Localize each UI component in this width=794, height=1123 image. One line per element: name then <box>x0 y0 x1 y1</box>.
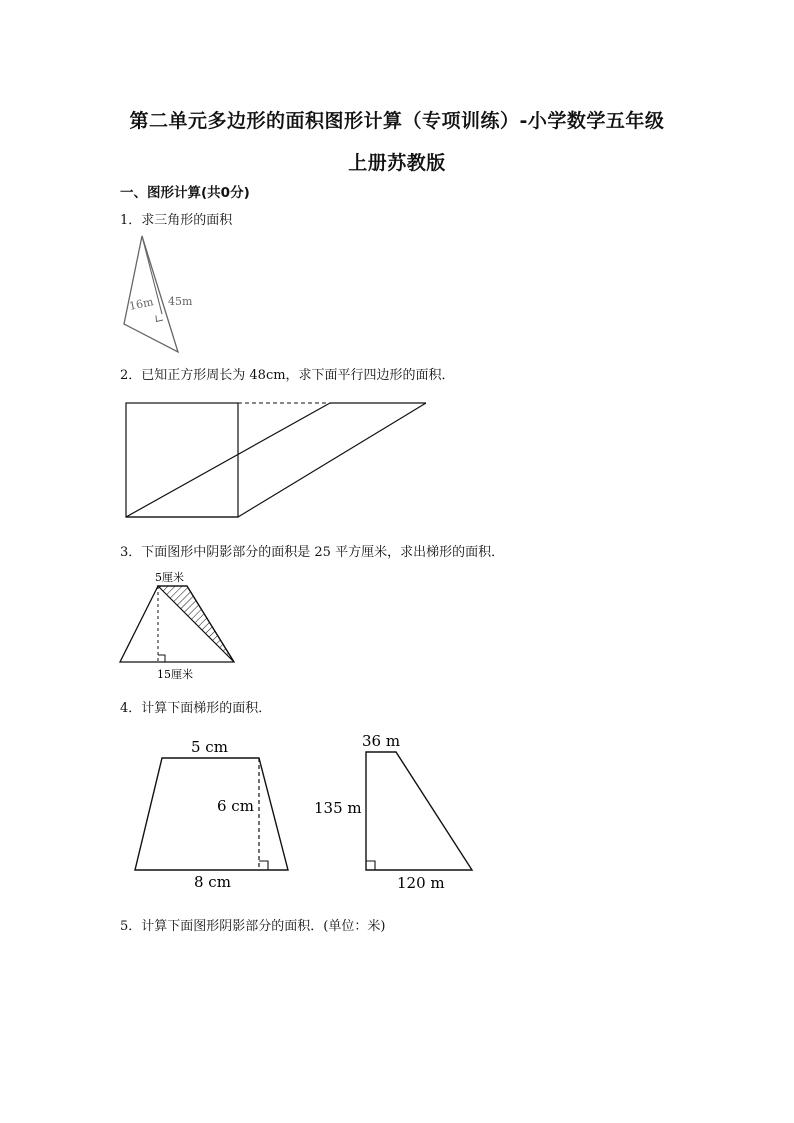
right-angle-mark <box>156 316 163 322</box>
fig4b-top-label: 36 m <box>362 732 401 750</box>
fig4a-bottom-label: 8 cm <box>194 873 231 891</box>
fig4b-height-label: 135 m <box>314 799 362 817</box>
document-title-line1: 第二单元多边形的面积图形计算（专项训练）-小学数学五年级 <box>129 110 665 132</box>
figure-4a-trapezoid <box>128 732 298 894</box>
question-4-text: 4．计算下面梯形的面积． <box>120 701 272 716</box>
square <box>126 403 238 517</box>
right-angle-mark <box>366 861 375 870</box>
shaded-triangle <box>158 586 234 662</box>
fig3-bottom-label: 15厘米 <box>157 668 193 681</box>
trapezoid-outline <box>366 752 472 870</box>
question-2-text: 2．已知正方形周长为 48cm，求下面平行四边形的面积． <box>120 368 455 383</box>
right-angle-mark <box>259 861 268 870</box>
fig4a-height-label: 6 cm <box>217 797 254 815</box>
figure-1-triangle <box>110 228 220 358</box>
fig4b-bottom-label: 120 m <box>397 874 445 892</box>
question-1-text: 1．求三角形的面积 <box>120 213 233 228</box>
question-3-text: 3．下面图形中阴影部分的面积是 25 平方厘米，求出梯形的面积． <box>120 545 505 560</box>
figure-4b-right-trapezoid <box>312 728 482 894</box>
question-5-text: 5．计算下面图形阴影部分的面积．(单位：米) <box>120 919 386 934</box>
trapezoid-outline <box>135 758 288 870</box>
fig3-top-label: 5厘米 <box>155 571 184 584</box>
right-angle-mark <box>158 655 165 662</box>
figure-2-square-parallelogram <box>120 398 435 526</box>
triangle-outline <box>124 236 178 352</box>
fig1-base-label: 16m <box>127 295 155 313</box>
figure-3-shaded-trapezoid <box>110 566 250 686</box>
parallelogram-right-side <box>238 403 426 517</box>
fig1-height-label: 45m <box>168 295 193 308</box>
section-heading: 一、图形计算(共0分) <box>120 185 250 201</box>
document-title-line2: 上册苏教版 <box>348 152 446 174</box>
parallelogram-left-side <box>126 403 330 517</box>
fig4a-top-label: 5 cm <box>191 738 228 756</box>
